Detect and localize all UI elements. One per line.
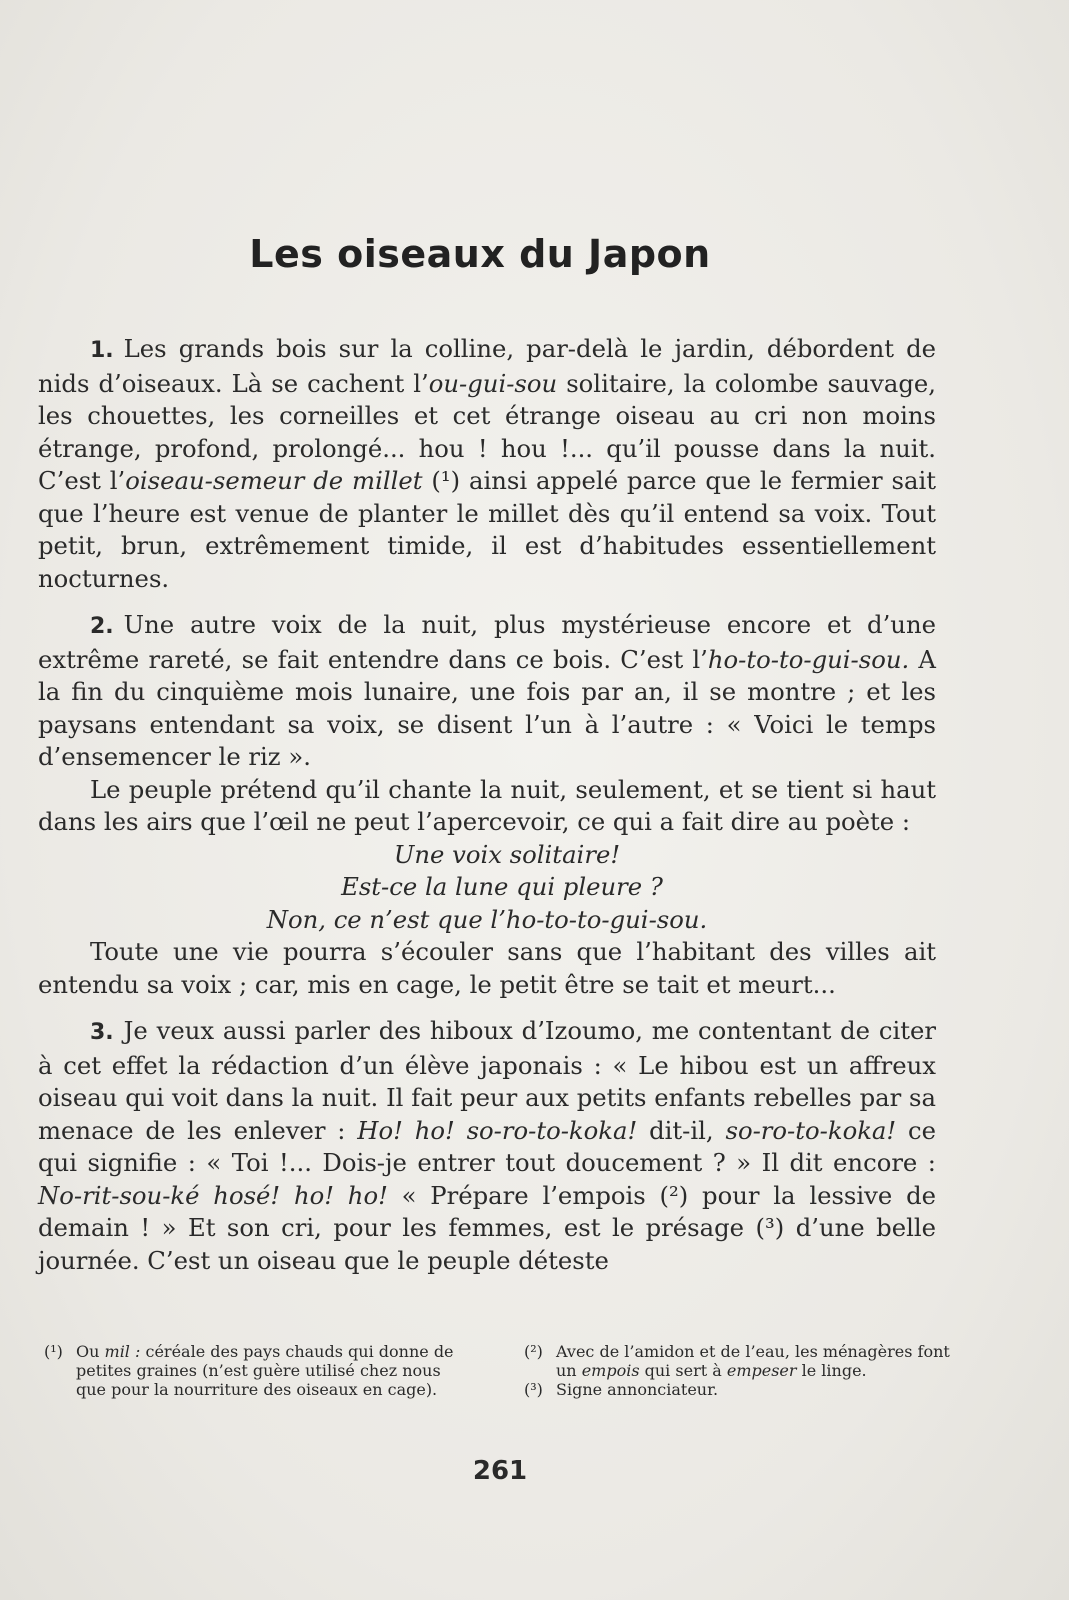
- italic-term: mil :: [104, 1342, 141, 1361]
- italic-term: No-rit-sou-ké hosé! ho! ho!: [38, 1180, 388, 1210]
- page-number: 261: [472, 1456, 528, 1486]
- italic-term: empois: [581, 1361, 640, 1380]
- text-run: Ou: [76, 1342, 105, 1361]
- text-run: ce qui signifie : « Toi !... Dois-je entrer tout doucement ? » Il dit encore :: [38, 1115, 936, 1177]
- text-run: « Prépare l’empois (²) pour la lessive de demain ! » Et son cri, pour les femmes, est le présage (³) d’une belle journée. C’est un oiseau que le peuple déteste: [38, 1180, 936, 1275]
- footnote-1: [44, 1342, 474, 1399]
- body-text: [38, 333, 936, 1277]
- italic-term: so-ro-to-koka!: [725, 1115, 897, 1145]
- italic-term: empeser: [726, 1361, 797, 1380]
- text-run: le linge.: [796, 1361, 867, 1380]
- italic-term: Ho! ho! so-ro-to-koka!: [357, 1115, 638, 1145]
- italic-term: ou-gui-sou: [428, 368, 558, 398]
- section-number: 3.: [90, 1020, 114, 1045]
- section-2: [38, 609, 936, 774]
- footnote-marker: (²): [524, 1342, 543, 1361]
- footnotes: [44, 1342, 954, 1399]
- section-number: 2.: [90, 614, 114, 639]
- section-1: [38, 333, 936, 595]
- footnote-column-left: [44, 1342, 474, 1399]
- poem: [38, 839, 936, 937]
- italic-term: oiseau-semeur de millet: [125, 466, 423, 495]
- text-run: Avec de l’amidon et de l’eau, les ménagères font un: [556, 1342, 950, 1380]
- text-run: A la fin du cinquième mois lunaire, une fois par an, il se montre ; et les paysans entendant sa voix, se disent l’un à l’autre : « Voici le temps d’ensemencer le riz ».: [38, 644, 936, 771]
- text-run: qui sert à: [639, 1361, 727, 1380]
- footnote-2: [524, 1342, 954, 1380]
- text-run: solitaire, la colombe sauvage, les chouettes, les corneilles et cet étrange oiseau au cri non moins étrange, profond, prolongé... hou ! hou !... qu’il pousse dans la nuit. C’est l’: [38, 368, 936, 495]
- poem-line: Une voix solitaire!: [393, 839, 621, 869]
- section-number: 1.: [90, 338, 114, 363]
- poem-line: Non, ce n’est que l’ho-to-to-gui-sou.: [266, 904, 708, 934]
- page-title: Les oiseaux du Japon: [249, 232, 711, 276]
- footnote-3: [524, 1380, 954, 1399]
- poem-line: Est-ce la lune qui pleure ?: [341, 872, 663, 901]
- section-3: [38, 1015, 936, 1277]
- text-run: Une autre voix de la nuit, plus mystérieuse encore et d’une extrême rareté, se fait entendre dans ce bois. C’est l’: [38, 610, 936, 674]
- text-run: Les grands bois sur la colline, par-delà le jardin, débordent de nids d’oiseaux. Là se cachent l’: [38, 334, 936, 398]
- text-run: (¹) ainsi appelé parce que le fermier sait que l’heure est venue de planter le millet dès qu’il entend sa voix. Tout petit, brun, extrêmement timide, il est d’habitudes essentiellement nocturnes.: [38, 466, 936, 593]
- footnote-column-right: [524, 1342, 954, 1399]
- text-run: dit-il,: [637, 1115, 726, 1145]
- footnote-marker: (¹): [44, 1342, 63, 1361]
- text-run: céréale des pays chauds qui donne de petites graines (n’est guère utilisé chez nous que pour la nourriture des oiseaux en cage).: [76, 1342, 454, 1399]
- section-2-paragraph: Toute une vie pourra s’écouler sans que l’habitant des villes ait entendu sa voix ; car, mis en cage, le petit être se tait et meurt...: [38, 937, 936, 999]
- italic-term: ho-to-to-gui-sou.: [707, 644, 910, 674]
- text-run: Je veux aussi parler des hiboux d’Izoumo, me contentant de citer à cet effet la rédaction d’un élève japonais : « Le hibou est un affreux oiseau qui voit dans la nuit. Il fait peur aux petits enfants rebelles par sa menace de les enlever :: [38, 1016, 936, 1145]
- section-2-paragraph: Le peuple prétend qu’il chante la nuit, seulement, et se tient si haut dans les airs que l’œil ne peut l’apercevoir, ce qui a fait dire au poète :: [38, 774, 936, 836]
- footnote-marker: (³): [524, 1380, 543, 1399]
- text-run: Signe annonciateur.: [556, 1380, 719, 1399]
